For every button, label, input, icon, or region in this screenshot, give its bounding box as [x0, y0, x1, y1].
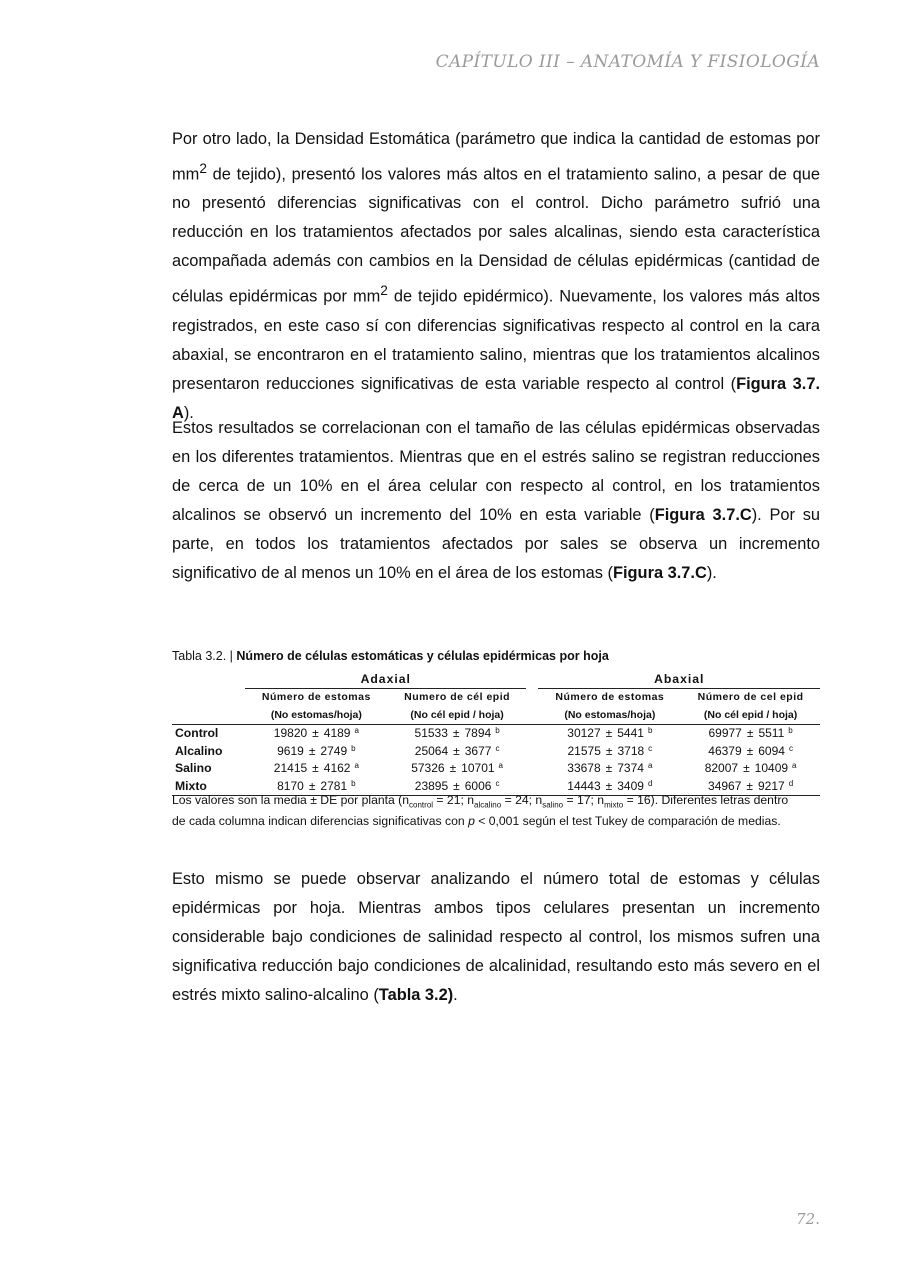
- table-cell: [538, 724, 681, 742]
- table-cell: [681, 742, 820, 760]
- paragraph-total-counts: [172, 865, 820, 1010]
- plus-minus-sign: ±: [605, 761, 613, 776]
- subscript: salino: [542, 800, 564, 810]
- significance-letter: a: [354, 726, 359, 736]
- cell-sd: 2781: [320, 778, 348, 793]
- table-cell: [538, 742, 681, 760]
- table-cell: [388, 742, 527, 760]
- plus-minus-sign: ±: [452, 726, 460, 741]
- table-row: [172, 742, 820, 760]
- column-unit: (No estomas/hoja): [538, 706, 681, 724]
- plus-minus-sign: ±: [605, 743, 613, 758]
- text-run: de tejido), presentó los valores más altos en el tratamiento salino, a pesar de que no presentó diferencias significativas con el control. Dicho parámetro sufrió una reducción en los tratamientos afectados por sales alcalinas, siendo esta característica acompañada además con cambios en la Densidad de células epidérmicas (cantidad de células epidérmicas por mm: [172, 165, 820, 306]
- group-gap: [526, 760, 538, 778]
- cell-mean: 23895: [414, 778, 449, 793]
- column-header: Número de estomas: [261, 691, 371, 704]
- group-gap: [526, 670, 538, 688]
- cell-mean: 25064: [414, 743, 449, 758]
- plus-minus-sign: ±: [308, 743, 316, 758]
- table-cell: [245, 724, 388, 742]
- cell-sd: 10409: [754, 761, 789, 776]
- text-run: de tejido epidérmico). Nuevamente, los valores más altos registrados, en este caso sí con diferencias significativas respecto al control en la cara abaxial, se encontraron en el tratamiento salino, mientras que los tratamientos alcalinos presentaron reducciones significativas de esta variable respecto al control (: [172, 287, 821, 393]
- cell-sd: 6094: [758, 743, 785, 758]
- table-cell: [681, 760, 820, 778]
- figure-reference: Figura 3.7. A: [172, 374, 820, 422]
- empty-corner: [172, 688, 245, 706]
- caption-title: Número de células estomáticas y células epidérmicas por hoja: [236, 649, 609, 663]
- group-gap: [526, 706, 538, 724]
- significance-letter: b: [788, 726, 793, 736]
- cell-mean: 9619: [277, 743, 304, 758]
- plus-minus-sign: ±: [746, 778, 753, 793]
- cell-mean: 57326: [411, 761, 445, 776]
- table-body: [172, 724, 820, 795]
- plus-minus-sign: ±: [746, 726, 754, 741]
- row-label: Alcalino: [175, 743, 223, 758]
- cell-sd: 5441: [617, 726, 644, 741]
- plus-minus-sign: ±: [746, 743, 754, 758]
- text-run: Esto mismo se puede observar analizando el número total de estomas y células epidérmicas por hoja. Mientras ambos tipos celulares presentan un incremento considerable bajo condiciones de salinidad respecto al control, los mismos sufren una significativa reducción bajo condiciones de alcalinidad, resultando esto más severo en el estrés mixto salino-alcalino (: [172, 870, 820, 1004]
- cell-mean: 69977: [708, 726, 742, 741]
- superscript: 2: [380, 283, 388, 299]
- text-run: ). Por su parte, en todos los tratamientos afectados por sales se observa un incremento significativo de al menos un 10% en el área de los estomas (: [172, 506, 820, 582]
- caption-prefix: Tabla 3.2. |: [172, 649, 237, 663]
- table-row: [172, 760, 820, 778]
- text-run: = 17; n: [563, 793, 605, 807]
- significance-letter: c: [648, 743, 653, 753]
- text-run: .: [453, 986, 458, 1004]
- cell-sd: 3718: [617, 743, 645, 758]
- plus-minus-sign: ±: [308, 778, 316, 793]
- plus-minus-sign: ±: [312, 726, 319, 741]
- significance-letter: c: [788, 743, 793, 753]
- group-header-row: [172, 670, 820, 688]
- significance-letter: a: [647, 761, 653, 771]
- significance-letter: b: [647, 726, 653, 736]
- plus-minus-sign: ±: [312, 761, 319, 776]
- plus-minus-sign: ±: [605, 778, 613, 793]
- text-run: = 21; n: [433, 793, 475, 807]
- significance-letter: b: [351, 778, 356, 788]
- column-header: Número de estomas: [555, 691, 665, 704]
- cell-sd: 4189: [323, 726, 351, 741]
- paragraph-cell-size: [172, 414, 820, 588]
- running-header: CAPÍTULO III – ANATOMÍA Y FISIOLOGÍA: [435, 52, 820, 72]
- table-cell: [388, 724, 527, 742]
- subscript: mixto: [604, 800, 624, 810]
- column-header: Numero de cél epid: [404, 691, 511, 704]
- cell-sd: 3677: [464, 743, 492, 758]
- figure-reference: Figura 3.7.C: [654, 506, 752, 524]
- cell-sd: 10701: [461, 761, 495, 776]
- plus-minus-sign: ±: [453, 778, 460, 793]
- table-cell: [245, 742, 388, 760]
- plus-minus-sign: ±: [743, 761, 750, 776]
- text-run: Los valores son la media ± DE por planta (n: [172, 793, 410, 807]
- column-header: Número de cel epid: [697, 691, 804, 704]
- plus-minus-sign: ±: [449, 761, 457, 776]
- table-cell: [538, 760, 681, 778]
- cell-sd: 3409: [617, 778, 644, 793]
- cell-sd: 9217: [758, 778, 785, 793]
- table-reference: Tabla 3.2): [378, 986, 454, 1004]
- significance-letter: a: [792, 761, 797, 771]
- row-label: Salino: [175, 761, 212, 776]
- cell-sd: 7894: [464, 726, 492, 741]
- table-cell: [245, 760, 388, 778]
- empty-corner: [172, 706, 245, 724]
- cell-mean: 33678: [567, 761, 601, 776]
- table-cell: [681, 724, 820, 742]
- subscript: alcalino: [474, 800, 502, 810]
- cell-mean: 51533: [414, 726, 448, 741]
- plus-minus-sign: ±: [453, 743, 460, 758]
- row-label: Mixto: [172, 777, 245, 795]
- superscript: 2: [199, 161, 207, 176]
- significance-letter: b: [495, 726, 500, 736]
- significance-letter: c: [495, 778, 500, 788]
- column-unit: (No cél epid / hoja): [388, 706, 527, 724]
- cell-sd: 6006: [464, 778, 492, 793]
- text-run: < 0,001 según el test Tukey de comparación de medias.: [474, 814, 781, 829]
- column-unit: (No cél epid / hoja): [681, 706, 820, 724]
- significance-letter: c: [495, 743, 500, 753]
- text-run: ).: [183, 403, 194, 422]
- cell-mean: 30127: [567, 726, 601, 741]
- group-header-abaxial: Abaxial: [538, 670, 820, 688]
- text-run: ).: [706, 564, 717, 582]
- plus-minus-sign: ±: [605, 726, 613, 741]
- group-gap: [526, 742, 538, 760]
- table-footnote: [172, 792, 792, 829]
- page-number: 72.: [796, 1210, 820, 1228]
- empty-corner: [172, 670, 245, 688]
- text-run: = 24; n: [501, 793, 543, 807]
- cell-sd: 7374: [617, 761, 644, 776]
- cell-sd: 4162: [323, 761, 351, 776]
- group-gap: [526, 688, 538, 706]
- cell-mean: 8170: [277, 778, 304, 793]
- group-header-adaxial: Adaxial: [245, 670, 526, 688]
- cell-mean: 82007: [704, 761, 739, 776]
- group-gap: [526, 724, 538, 742]
- column-unit: (No estomas/hoja): [245, 706, 388, 724]
- cell-mean: 34967: [708, 778, 742, 793]
- cell-sd: 2749: [320, 743, 348, 758]
- cell-sd: 5511: [758, 726, 785, 741]
- subscript: control: [409, 800, 434, 810]
- cell-mean: 46379: [708, 743, 742, 758]
- p-value-symbol: p: [468, 814, 475, 829]
- cell-mean: 21415: [273, 761, 308, 776]
- cell-count-table: [172, 670, 820, 796]
- table-caption: [172, 649, 820, 663]
- significance-letter: d: [788, 778, 794, 788]
- paragraph-stomatal-density: [172, 125, 820, 428]
- cell-mean: 19820: [273, 726, 308, 741]
- significance-letter: a: [498, 761, 503, 771]
- text-run: Por otro lado, la Densidad Estomática (parámetro que indica la cantidad de estomas por mm: [172, 130, 820, 184]
- cell-mean: 21575: [567, 743, 601, 758]
- table-cell: [388, 760, 527, 778]
- significance-letter: d: [647, 778, 653, 788]
- significance-letter: b: [351, 743, 356, 753]
- table-row: [172, 724, 820, 742]
- figure-reference: Figura 3.7.C: [612, 564, 707, 582]
- row-label: Control: [175, 726, 219, 741]
- text-run: = 16). Diferentes letras dentro de cada columna indican diferencias significativas con: [172, 793, 789, 829]
- significance-letter: a: [354, 761, 359, 771]
- cell-mean: 14443: [567, 778, 601, 793]
- column-header-row-1: [172, 688, 820, 706]
- column-header-row-2: [172, 706, 820, 724]
- text-run: Estos resultados se correlacionan con el tamaño de las células epidérmicas observadas en los diferentes tratamientos. Mientras que en el estrés salino se registran reducciones de cerca de un 10% en el área celular con respecto al control, en los tratamientos alcalinos se observó un incremento del 10% en esta variable (: [172, 419, 820, 524]
